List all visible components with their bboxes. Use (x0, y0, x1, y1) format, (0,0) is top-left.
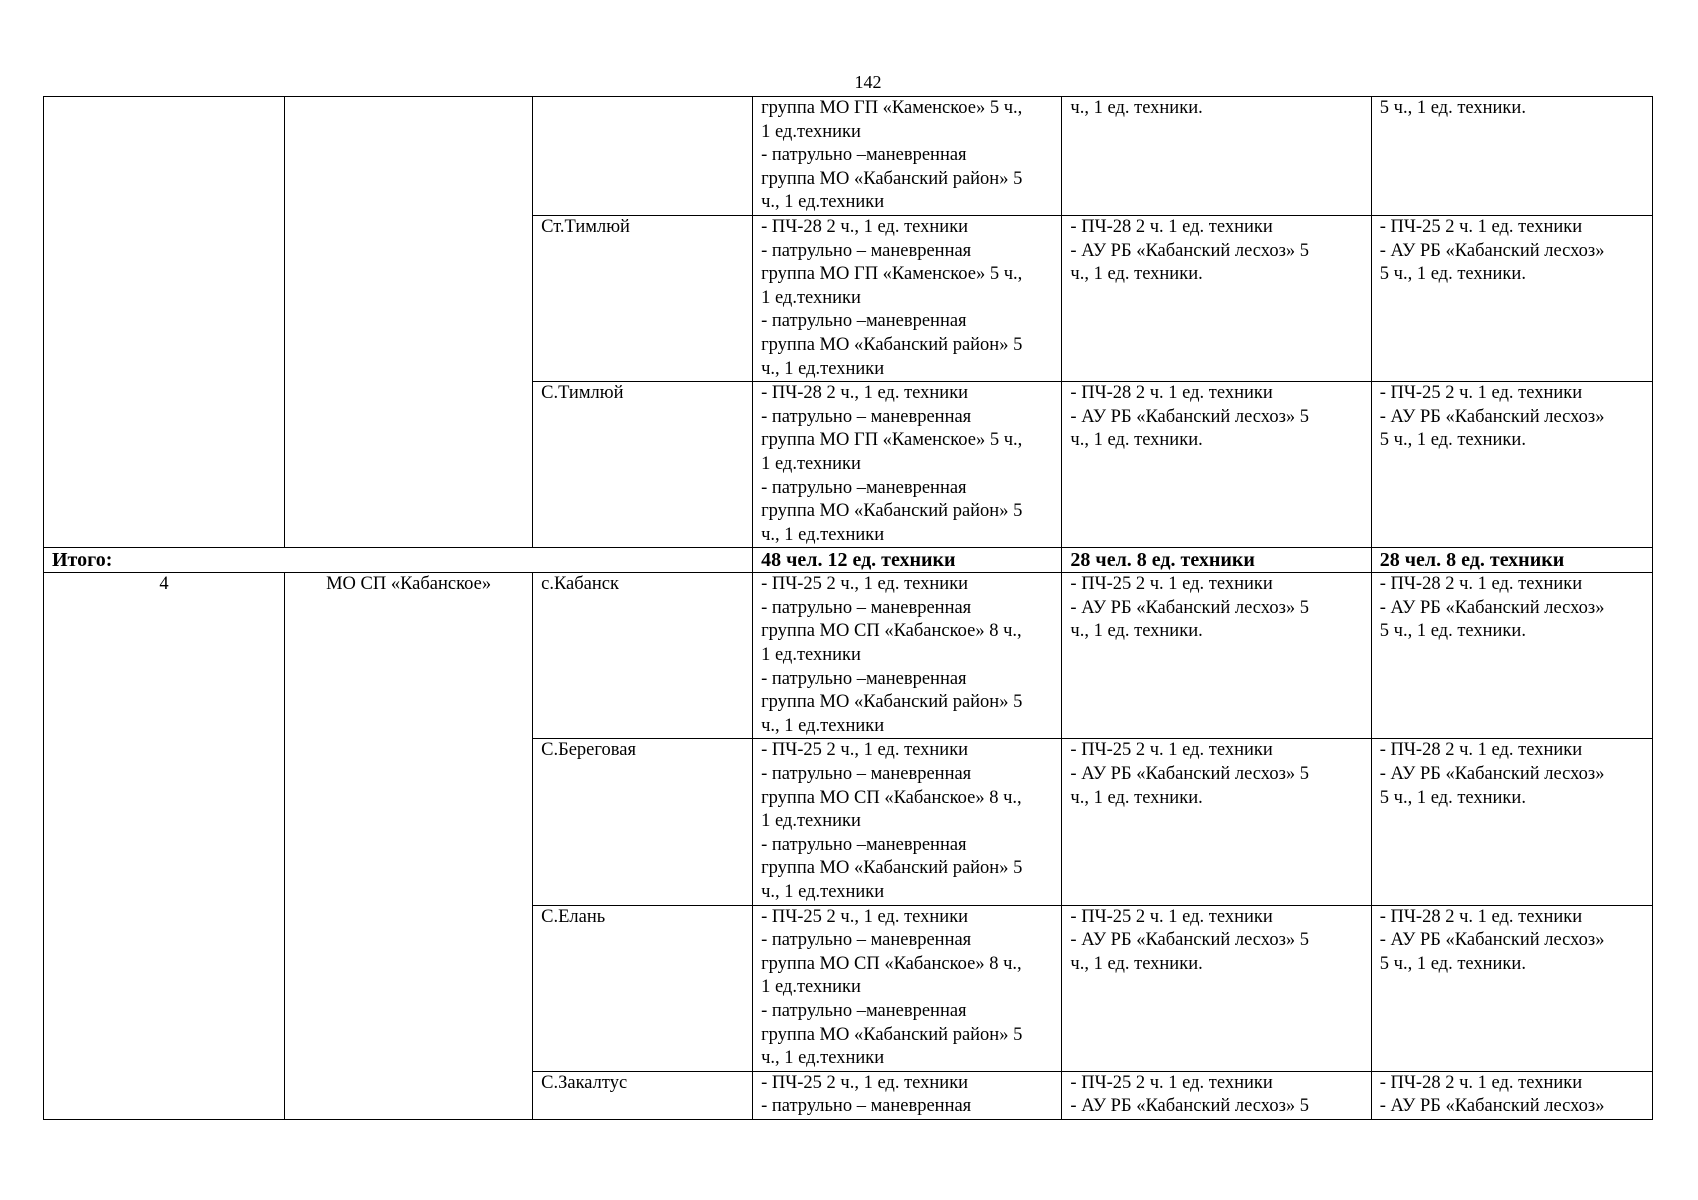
settlement-cell (533, 97, 753, 216)
table-row (44, 573, 1653, 739)
settlement-cell: Ст.Тимлюй (533, 215, 753, 381)
reserve-2-cell: - ПЧ-25 2 ч. 1 ед. техники - АУ РБ «Кабанский лесхоз» 5 ч., 1 ед. техники. (1371, 382, 1652, 548)
settlement-cell: С.Тимлюй (533, 382, 753, 548)
reserve-2-cell: 5 ч., 1 ед. техники. (1371, 97, 1652, 216)
municipality-cell (285, 97, 533, 548)
reserve-1-cell: - ПЧ-28 2 ч. 1 ед. техники - АУ РБ «Кабанский лесхоз» 5 ч., 1 ед. техники. (1062, 215, 1371, 381)
page-number: 142 (854, 72, 882, 92)
total-reserve-2: 28 чел. 8 ед. техники (1371, 548, 1652, 573)
main-forces-cell: - ПЧ-25 2 ч., 1 ед. техники - патрульно – маневренная группа МО СП «Кабанское» 8 ч., 1 ед.техники - патрульно –маневренная группа МО «Кабанский район» 5 ч., 1 ед.техники (753, 739, 1062, 905)
main-forces-cell: - ПЧ-28 2 ч., 1 ед. техники - патрульно – маневренная группа МО ГП «Каменское» 5 ч., 1 ед.техники - патрульно –маневренная группа МО «Кабанский район» 5 ч., 1 ед.техники (753, 215, 1062, 381)
settlement-cell: с.Кабанск (533, 573, 753, 739)
settlement-cell: С.Елань (533, 905, 753, 1071)
reserve-1-cell: - ПЧ-28 2 ч. 1 ед. техники - АУ РБ «Кабанский лесхоз» 5 ч., 1 ед. техники. (1062, 382, 1371, 548)
reserve-2-cell: - ПЧ-28 2 ч. 1 ед. техники - АУ РБ «Кабанский лесхоз» 5 ч., 1 ед. техники. (1371, 905, 1652, 1071)
main-forces-cell: - ПЧ-25 2 ч., 1 ед. техники - патрульно – маневренная группа МО СП «Кабанское» 8 ч., 1 ед.техники - патрульно –маневренная группа МО «Кабанский район» 5 ч., 1 ед.техники (753, 573, 1062, 739)
main-forces-cell: - ПЧ-28 2 ч., 1 ед. техники - патрульно – маневренная группа МО ГП «Каменское» 5 ч., 1 ед.техники - патрульно –маневренная группа МО «Кабанский район» 5 ч., 1 ед.техники (753, 382, 1062, 548)
main-forces-cell: группа МО ГП «Каменское» 5 ч., 1 ед.техники - патрульно –маневренная группа МО «Кабанский район» 5 ч., 1 ед.техники (753, 97, 1062, 216)
main-forces-cell: - ПЧ-25 2 ч., 1 ед. техники - патрульно – маневренная группа МО СП «Кабанское» 8 ч., 1 ед.техники - патрульно –маневренная группа МО «Кабанский район» 5 ч., 1 ед.техники (753, 905, 1062, 1071)
total-reserve-1: 28 чел. 8 ед. техники (1062, 548, 1371, 573)
reserve-2-cell: - ПЧ-28 2 ч. 1 ед. техники - АУ РБ «Кабанский лесхоз» 5 ч., 1 ед. техники. (1371, 573, 1652, 739)
reserve-2-cell: - ПЧ-28 2 ч. 1 ед. техники - АУ РБ «Кабанский лесхоз» (1371, 1071, 1652, 1119)
total-label: Итого: (44, 548, 753, 573)
reserve-1-cell: - ПЧ-25 2 ч. 1 ед. техники - АУ РБ «Кабанский лесхоз» 5 ч., 1 ед. техники. (1062, 905, 1371, 1071)
reserve-2-cell: - ПЧ-25 2 ч. 1 ед. техники - АУ РБ «Кабанский лесхоз» 5 ч., 1 ед. техники. (1371, 215, 1652, 381)
row-number-cell (44, 97, 285, 548)
municipality-cell: МО СП «Кабанское» (285, 573, 533, 1120)
reserve-1-cell: ч., 1 ед. техники. (1062, 97, 1371, 216)
settlement-cell: С.Закалтус (533, 1071, 753, 1119)
reserve-1-cell: - ПЧ-25 2 ч. 1 ед. техники - АУ РБ «Кабанский лесхоз» 5 ч., 1 ед. техники. (1062, 573, 1371, 739)
main-forces-cell: - ПЧ-25 2 ч., 1 ед. техники - патрульно – маневренная (753, 1071, 1062, 1119)
reserve-1-cell: - ПЧ-25 2 ч. 1 ед. техники - АУ РБ «Кабанский лесхоз» 5 (1062, 1071, 1371, 1119)
reserve-2-cell: - ПЧ-28 2 ч. 1 ед. техники - АУ РБ «Кабанский лесхоз» 5 ч., 1 ед. техники. (1371, 739, 1652, 905)
settlement-cell: С.Береговая (533, 739, 753, 905)
total-main-forces: 48 чел. 12 ед. техники (753, 548, 1062, 573)
row-number-cell: 4 (44, 573, 285, 1120)
forces-table (43, 96, 1653, 1120)
table-row (44, 97, 1653, 216)
reserve-1-cell: - ПЧ-25 2 ч. 1 ед. техники - АУ РБ «Кабанский лесхоз» 5 ч., 1 ед. техники. (1062, 739, 1371, 905)
total-row (44, 548, 1653, 573)
